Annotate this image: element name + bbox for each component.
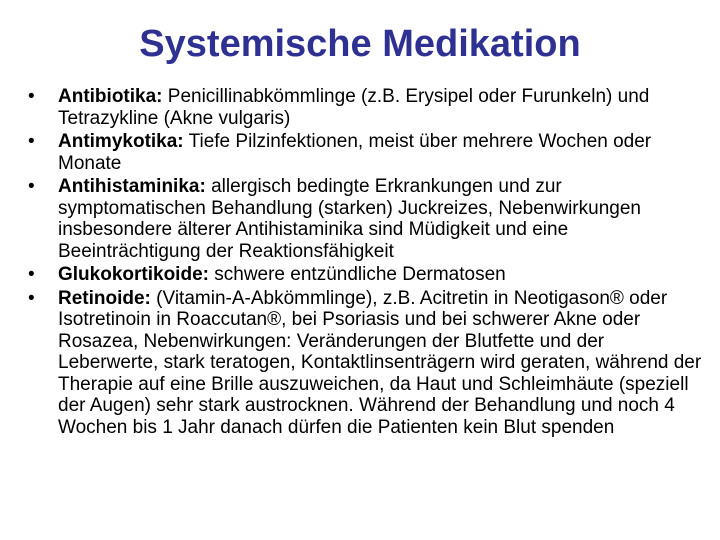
bullet-text: (Vitamin-A-Abkömmlinge), z.B. Acitretin in Neotigason® oder Isotretinoin in Roaccutan®, bei Psoriasis und bei schwerer Akne oder Rosazea, Nebenwirkungen: Veränderungen der Blutfette und der Leberwerte, stark teratogen, Kontaktlinsenträgern wird geraten, während der Therapie auf eine Brille auszuweichen, da Haut und Schleimhäute (speziell der Augen) sehr stark austrocknen. Während der Behandlung und noch 4 Wochen bis 1 Jahr danach dürfen die Patienten kein Blut spenden: [58, 287, 702, 438]
bullet-term: Antihistaminika:: [58, 176, 206, 197]
slide-title: Systemische Medikation: [139, 23, 581, 65]
bullet-item-glukokortikoide: [28, 264, 708, 286]
bullet-text: schwere entzündliche Dermatosen: [208, 264, 506, 285]
bullet-dot: •: [28, 287, 35, 309]
bullet-dot: •: [28, 86, 35, 107]
bullet-text: Tiefe Pilzinfektionen, meist über mehrere Wochen oder Monate: [58, 131, 652, 174]
bullet-term: Antibiotika:: [58, 86, 163, 107]
bullet-dot: •: [28, 131, 35, 152]
bullet-dot: •: [28, 176, 35, 197]
bullet-item-antimykotika: [28, 131, 708, 174]
bullet-text: allergisch bedingte Erkrankungen und zur symptomatischen Behandlung (starken) Juckreizes, Nebenwirkungen insbesondere älterer Antihistaminika sind Müdigkeit und eine Beeinträchtigung der Reaktionsfähigkeit: [58, 176, 641, 262]
bullet-term: Retinoide:: [58, 287, 151, 309]
bullet-list: [28, 86, 708, 440]
bullet-item-antihistaminika: [28, 176, 708, 262]
bullet-dot: •: [28, 264, 35, 285]
bullet-term: Glukokortikoide:: [58, 264, 209, 285]
bullet-item-retinoide: [28, 288, 708, 439]
bullet-item-antibiotika: [28, 86, 708, 129]
bullet-term: Antimykotika:: [58, 131, 184, 152]
bullet-text: Penicillinabkömmlinge (z.B. Erysipel oder Furunkeln) und Tetrazykline (Akne vulgaris): [58, 86, 650, 129]
